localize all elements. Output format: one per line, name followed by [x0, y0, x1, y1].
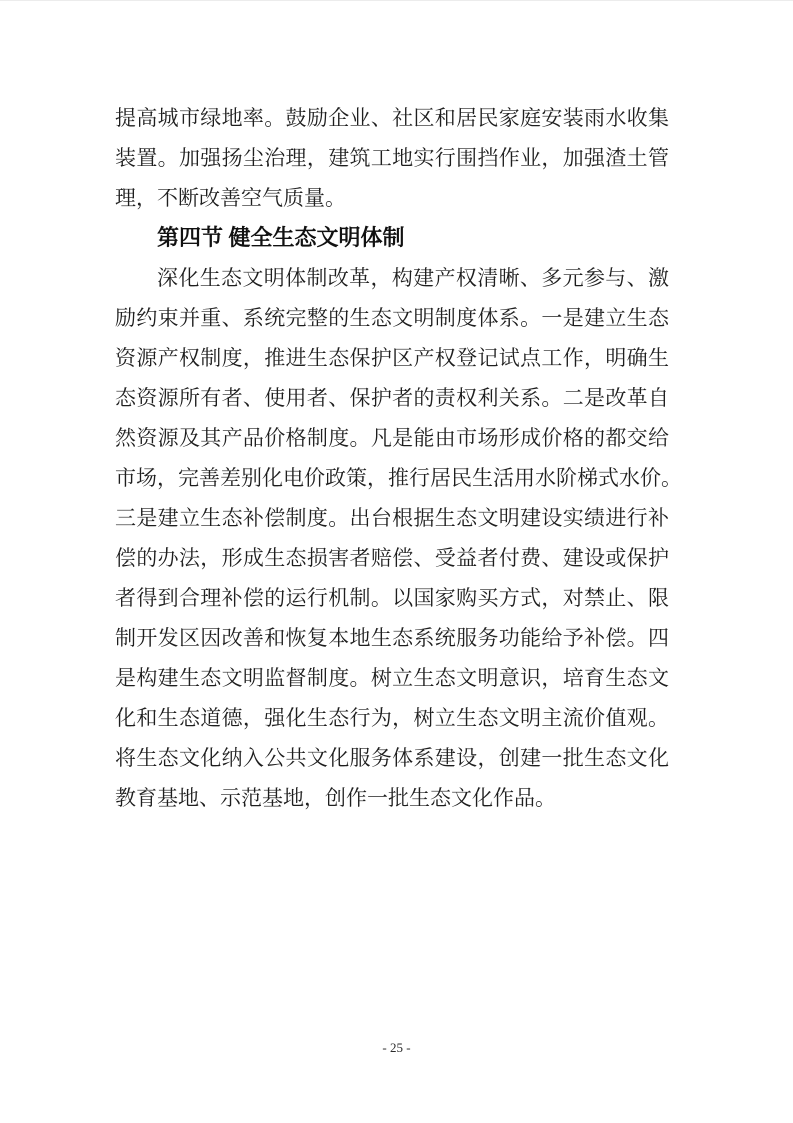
text-line: 态资源所有者、使用者、保护者的责权利关系。二是改革自 [115, 386, 669, 410]
text-line: 将生态文化纳入公共文化服务体系建设，创建一批生态文化 [115, 746, 669, 770]
text-line: 励约束并重、系统完整的生态文明制度体系。一是建立生态 [115, 306, 669, 330]
text-line: 理，不断改善空气质量。 [115, 186, 346, 210]
text-line: 市场，完善差别化电价政策，推行居民生活用水阶梯式水价。 [115, 466, 682, 490]
text-line: 制开发区因改善和恢复本地生态系统服务功能给予补偿。四 [115, 626, 669, 650]
page-number: - 25 - [382, 1040, 411, 1055]
section-heading: 第四节 健全生态文明体制 [157, 225, 405, 250]
text-line: 教育基地、示范基地，创作一批生态文化作品。 [115, 786, 556, 810]
text-line: 者得到合理补偿的运行机制。以国家购买方式，对禁止、限 [115, 586, 669, 610]
text-line: 化和生态道德，强化生态行为，树立生态文明主流价值观。 [115, 706, 669, 730]
paragraph [115, 98, 669, 218]
paragraph [115, 258, 682, 818]
text-line: 偿的办法，形成生态损害者赔偿、受益者付费、建设或保护 [115, 546, 669, 570]
text-line: 是构建生态文明监督制度。树立生态文明意识，培育生态文 [115, 666, 669, 690]
text-line: 然资源及其产品价格制度。凡是能由市场形成价格的都交给 [115, 426, 669, 450]
document-body [115, 98, 682, 818]
text-line: 装置。加强扬尘治理，建筑工地实行围挡作业，加强渣土管 [115, 146, 669, 170]
text-line: 资源产权制度，推进生态保护区产权登记试点工作，明确生 [115, 346, 669, 370]
text-line: 深化生态文明体制改革，构建产权清晰、多元参与、激 [157, 266, 669, 290]
text-line: 三是建立生态补偿制度。出台根据生态文明建设实绩进行补 [115, 506, 669, 530]
text-line: 提高城市绿地率。鼓励企业、社区和居民家庭安装雨水收集 [115, 106, 669, 130]
